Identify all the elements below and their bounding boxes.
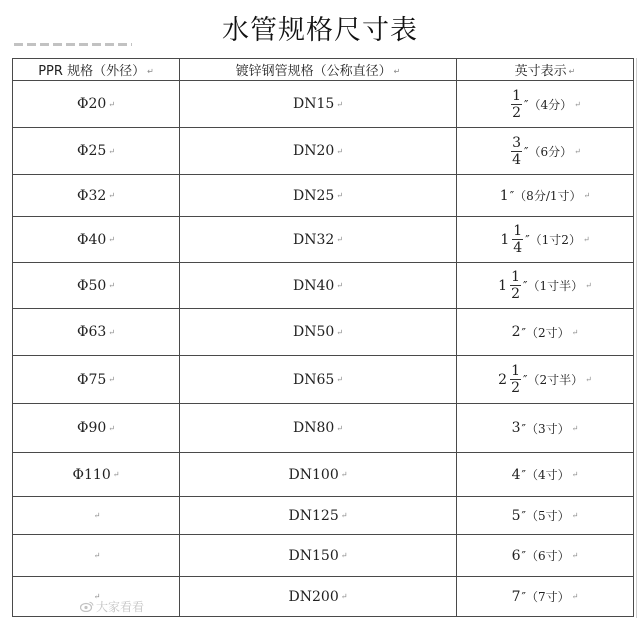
- paragraph-mark-icon: ↵: [108, 281, 115, 290]
- cell-dn: [180, 453, 457, 497]
- cell-inch: [457, 356, 634, 404]
- dn-value: DN50: [293, 324, 335, 340]
- fraction-numerator: 1: [511, 363, 520, 379]
- inch-fraction: [511, 136, 522, 167]
- paragraph-mark-icon: ↵: [336, 327, 343, 337]
- cell-ppr: [13, 453, 180, 497]
- cell-inch: [457, 453, 634, 497]
- header-galvanized-text: 镀锌钢管规格（公称直径）: [235, 64, 392, 79]
- paragraph-mark-icon: ↵: [336, 99, 343, 109]
- paragraph-mark-icon: ↵: [571, 551, 579, 560]
- pipe-spec-table: [12, 58, 634, 617]
- cell-ppr: [13, 128, 180, 175]
- inch-fraction: [510, 270, 521, 301]
- inch-value: [509, 89, 581, 120]
- cell-ppr: [13, 309, 180, 356]
- table-row: [13, 356, 634, 404]
- inch-whole: 4: [511, 466, 521, 483]
- table-row: [13, 217, 634, 263]
- paragraph-mark-icon: ↵: [93, 551, 101, 560]
- paragraph-mark-icon: ↵: [108, 423, 115, 433]
- inch-whole: 5: [511, 507, 521, 524]
- paragraph-mark-icon: ↵: [571, 511, 579, 520]
- paragraph-mark-icon: ↵: [340, 592, 348, 601]
- header-inch-text: 英寸表示: [514, 64, 567, 79]
- cell-inch: [457, 577, 634, 617]
- paragraph-mark-icon: ↵: [585, 375, 592, 384]
- table-row: [13, 497, 634, 535]
- ppr-value: Φ25: [77, 143, 107, 159]
- dn-value: DN15: [293, 96, 335, 112]
- fraction-numerator: 3: [512, 135, 522, 151]
- ppr-value: Φ50: [77, 277, 107, 294]
- paragraph-mark-icon: ↵: [108, 375, 115, 384]
- paragraph-mark-icon: ↵: [574, 147, 581, 156]
- paragraph-mark-icon: ↵: [112, 470, 120, 479]
- cell-dn: [180, 128, 457, 175]
- paragraph-mark-icon: ↵: [147, 67, 154, 76]
- dn-value: DN100: [288, 466, 339, 483]
- cell-dn: [180, 81, 457, 128]
- ppr-value: Φ110: [72, 466, 111, 483]
- dn-value: DN32: [293, 231, 335, 248]
- fraction-numerator: 1: [513, 223, 523, 239]
- table-row: [13, 535, 634, 577]
- inch-label: ″（2寸）: [521, 325, 570, 340]
- dn-value: DN80: [293, 420, 335, 436]
- paragraph-mark-icon: ↵: [574, 100, 581, 109]
- inch-whole: 6: [511, 547, 521, 564]
- header-ppr-text: PPR 规格（外径）: [38, 64, 146, 79]
- paragraph-mark-icon: ↵: [336, 281, 343, 290]
- paragraph-mark-icon: ↵: [340, 470, 348, 479]
- table-body: [13, 81, 634, 617]
- paragraph-mark-icon: ↵: [340, 551, 348, 560]
- cell-ppr: [13, 175, 180, 217]
- inch-label: ″（6分）: [524, 145, 573, 159]
- fraction-denominator: 4: [512, 152, 522, 168]
- inch-whole: 1: [500, 231, 510, 248]
- cell-ppr: [13, 404, 180, 453]
- dn-value: DN25: [293, 187, 335, 204]
- inch-label: ″（3寸）: [521, 421, 570, 436]
- paragraph-mark-icon: ↵: [340, 511, 348, 520]
- ppr-value: Φ63: [77, 324, 107, 340]
- table-frame-edge: [636, 58, 637, 618]
- header-galvanized: [180, 59, 457, 81]
- paragraph-mark-icon: ↵: [108, 327, 115, 337]
- paragraph-mark-icon: ↵: [108, 99, 115, 109]
- fraction-numerator: 1: [512, 88, 522, 104]
- paragraph-mark-icon: ↵: [585, 281, 592, 290]
- cell-ppr: [13, 497, 180, 535]
- inch-fraction: [511, 89, 522, 120]
- inch-value: [498, 270, 592, 301]
- ppr-value: Φ75: [77, 371, 107, 388]
- cell-dn: [180, 356, 457, 404]
- dn-value: DN150: [288, 547, 339, 564]
- cell-inch: [457, 81, 634, 128]
- fraction-denominator: 2: [512, 105, 522, 121]
- cropped-text-fragment: [14, 43, 132, 46]
- cell-inch: [457, 535, 634, 577]
- inch-value: [509, 136, 581, 167]
- fraction-numerator: 1: [511, 269, 520, 285]
- inch-value: [498, 364, 592, 395]
- paragraph-mark-icon: ↵: [582, 235, 590, 244]
- cell-inch: [457, 175, 634, 217]
- inch-value: [512, 420, 579, 437]
- cell-ppr: [13, 356, 180, 404]
- cell-dn: [180, 175, 457, 217]
- dn-value: DN125: [288, 507, 339, 524]
- inch-value: [512, 547, 579, 564]
- inch-fraction: [510, 364, 521, 395]
- inch-label: ″（4分）: [524, 98, 573, 112]
- table-row: [13, 128, 634, 175]
- fraction-denominator: 4: [513, 240, 523, 256]
- inch-whole: 2: [498, 371, 508, 388]
- cell-dn: [180, 263, 457, 309]
- watermark: [80, 598, 144, 615]
- paragraph-mark-icon: ↵: [108, 235, 115, 244]
- cell-dn: [180, 497, 457, 535]
- inch-label: ″（2寸半）: [523, 373, 584, 387]
- fraction-denominator: 2: [511, 286, 520, 302]
- dn-value: DN65: [293, 371, 335, 388]
- inch-fraction: [512, 224, 523, 255]
- header-inch: [457, 59, 634, 81]
- cell-inch: [457, 497, 634, 535]
- table-row: [13, 263, 634, 309]
- inch-label: ″（1寸2）: [525, 233, 581, 247]
- weibo-eye-icon: [80, 601, 94, 612]
- inch-whole: 1: [498, 277, 508, 294]
- inch-whole: 7: [511, 588, 521, 605]
- table-row: [13, 175, 634, 217]
- table-row: [13, 404, 634, 453]
- paragraph-mark-icon: ↵: [336, 235, 343, 244]
- inch-label: ″（7寸）: [521, 590, 570, 604]
- paragraph-mark-icon: ↵: [571, 470, 579, 479]
- header-ppr: [13, 59, 180, 81]
- cell-inch: [457, 309, 634, 356]
- cell-dn: [180, 309, 457, 356]
- page-title: 水管规格尺寸表: [222, 15, 418, 46]
- paragraph-mark-icon: ↵: [583, 191, 591, 200]
- cell-ppr: [13, 263, 180, 309]
- table-row: [13, 453, 634, 497]
- cell-ppr: [13, 81, 180, 128]
- paragraph-mark-icon: ↵: [336, 375, 343, 384]
- paragraph-mark-icon: ↵: [393, 67, 401, 76]
- table-row: [13, 309, 634, 356]
- table-header-row: [13, 59, 634, 81]
- paragraph-mark-icon: ↵: [93, 592, 101, 601]
- ppr-value: Φ40: [77, 231, 107, 248]
- cell-inch: [457, 404, 634, 453]
- dn-value: DN200: [288, 588, 339, 605]
- inch-label: ″（4寸）: [521, 468, 570, 482]
- inch-label: ″（5寸）: [521, 509, 570, 523]
- cell-dn: [180, 577, 457, 617]
- cell-inch: [457, 217, 634, 263]
- cell-inch: [457, 128, 634, 175]
- paragraph-mark-icon: ↵: [571, 592, 579, 601]
- paragraph-mark-icon: ↵: [571, 327, 579, 337]
- fraction-denominator: 2: [511, 380, 520, 396]
- cell-dn: [180, 535, 457, 577]
- cell-inch: [457, 263, 634, 309]
- paragraph-mark-icon: ↵: [336, 423, 343, 433]
- paragraph-mark-icon: ↵: [336, 146, 343, 156]
- ppr-value: Φ90: [77, 420, 107, 436]
- watermark-text: 大家看看: [96, 600, 145, 614]
- inch-value: [512, 466, 579, 483]
- dn-value: DN40: [293, 277, 335, 294]
- ppr-value: Φ32: [77, 187, 107, 204]
- inch-label: ″（8分/1寸）: [509, 189, 582, 203]
- paragraph-mark-icon: ↵: [108, 191, 115, 200]
- inch-value: [500, 187, 590, 204]
- table-row: [13, 81, 634, 128]
- ppr-value: Φ20: [77, 96, 107, 112]
- paragraph-mark-icon: ↵: [108, 146, 115, 156]
- cell-ppr: [13, 217, 180, 263]
- inch-label: ″（6寸）: [521, 549, 570, 563]
- cell-ppr: [13, 535, 180, 577]
- inch-value: [512, 507, 579, 524]
- inch-whole: 2: [511, 324, 521, 340]
- inch-whole: 1: [499, 187, 509, 204]
- inch-value: [500, 224, 589, 255]
- cell-dn: [180, 217, 457, 263]
- cell-dn: [180, 404, 457, 453]
- inch-value: [512, 324, 579, 341]
- inch-whole: 3: [511, 420, 521, 436]
- inch-label: ″（1寸半）: [523, 279, 584, 293]
- inch-value: [512, 588, 579, 605]
- paragraph-mark-icon: ↵: [571, 423, 579, 433]
- paragraph-mark-icon: ↵: [336, 191, 343, 200]
- paragraph-mark-icon: ↵: [93, 511, 101, 520]
- dn-value: DN20: [293, 143, 335, 159]
- paragraph-mark-icon: ↵: [568, 67, 576, 76]
